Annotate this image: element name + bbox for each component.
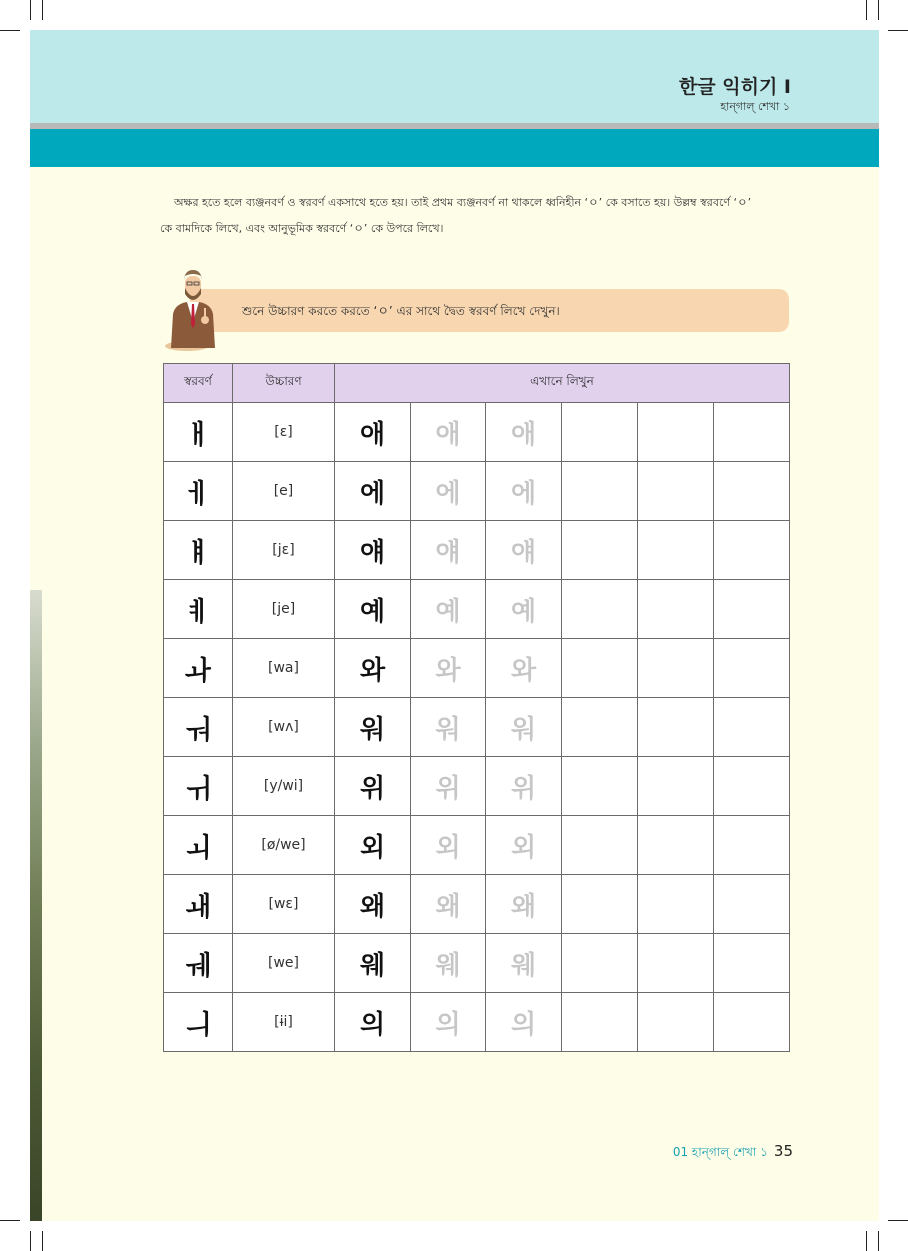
vowel-cell: ㅐ xyxy=(164,403,233,462)
vowel-cell: ㅒ xyxy=(164,521,233,580)
header-write-here: এখানে লিখুন xyxy=(335,364,790,403)
trace-syllable-cell: 와 xyxy=(411,639,486,698)
pronunciation-cell: [wʌ] xyxy=(233,698,335,757)
writing-cell[interactable] xyxy=(638,757,714,816)
header-vowel: স্বরবর্ণ xyxy=(164,364,233,403)
example-syllable-cell: 워 xyxy=(335,698,411,757)
trace-syllable-cell: 애 xyxy=(486,403,562,462)
example-syllable-cell: 웨 xyxy=(335,934,411,993)
trace-syllable-cell: 외 xyxy=(411,816,486,875)
vowel-cell: ㅘ xyxy=(164,639,233,698)
writing-cell[interactable] xyxy=(562,580,638,639)
trace-syllable-cell: 에 xyxy=(486,462,562,521)
table-row xyxy=(164,462,790,521)
writing-cell[interactable] xyxy=(638,875,714,934)
vowel-cell: ㅝ xyxy=(164,698,233,757)
footer-chapter: 01 হান্গাল্ শেখা ১ xyxy=(672,1145,768,1159)
table-row xyxy=(164,521,790,580)
page-title: 한글 익히기 I xyxy=(678,76,791,98)
table-row xyxy=(164,816,790,875)
trace-syllable-cell: 얘 xyxy=(411,521,486,580)
writing-cell[interactable] xyxy=(714,403,790,462)
writing-cell[interactable] xyxy=(562,816,638,875)
trace-syllable-cell: 왜 xyxy=(486,875,562,934)
crop-mark xyxy=(866,0,867,20)
writing-cell[interactable] xyxy=(714,698,790,757)
trace-syllable-cell: 예 xyxy=(486,580,562,639)
example-syllable-cell: 왜 xyxy=(335,875,411,934)
callout-text: শুনে উচ্চারণ করতে করতে ‘ㅇ’ এর সাথে দ্বৈত স্বরবর্ণ লিখে দেখুন। xyxy=(242,304,560,318)
writing-cell[interactable] xyxy=(638,934,714,993)
vowel-cell: ㅖ xyxy=(164,580,233,639)
trace-syllable-cell: 예 xyxy=(411,580,486,639)
pronunciation-cell: [ɨi] xyxy=(233,993,335,1052)
crop-mark xyxy=(30,1231,31,1251)
pronunciation-cell: [wɛ] xyxy=(233,875,335,934)
trace-syllable-cell: 얘 xyxy=(486,521,562,580)
writing-cell[interactable] xyxy=(638,698,714,757)
writing-cell[interactable] xyxy=(562,698,638,757)
vowel-cell: ㅢ xyxy=(164,993,233,1052)
table-row xyxy=(164,757,790,816)
trace-syllable-cell: 워 xyxy=(486,698,562,757)
table-row xyxy=(164,580,790,639)
table-row xyxy=(164,639,790,698)
page-number: 35 xyxy=(773,1142,793,1160)
table-row xyxy=(164,875,790,934)
crop-mark xyxy=(42,0,43,20)
vowel-cell: ㅞ xyxy=(164,934,233,993)
vowel-cell: ㅙ xyxy=(164,875,233,934)
trace-syllable-cell: 웨 xyxy=(411,934,486,993)
example-syllable-cell: 의 xyxy=(335,993,411,1052)
crop-mark xyxy=(888,30,908,31)
writing-cell[interactable] xyxy=(638,580,714,639)
vowel-cell: ㅔ xyxy=(164,462,233,521)
crop-mark xyxy=(878,0,879,20)
crop-mark xyxy=(30,0,31,20)
writing-cell[interactable] xyxy=(562,757,638,816)
writing-cell[interactable] xyxy=(714,521,790,580)
practice-table xyxy=(163,363,790,1052)
example-syllable-cell: 위 xyxy=(335,757,411,816)
page xyxy=(30,30,879,1221)
pronunciation-cell: [jɛ] xyxy=(233,521,335,580)
writing-cell[interactable] xyxy=(714,639,790,698)
writing-cell[interactable] xyxy=(714,934,790,993)
writing-cell[interactable] xyxy=(714,816,790,875)
example-syllable-cell: 외 xyxy=(335,816,411,875)
example-syllable-cell: 애 xyxy=(335,403,411,462)
example-syllable-cell: 예 xyxy=(335,580,411,639)
writing-cell[interactable] xyxy=(638,993,714,1052)
trace-syllable-cell: 웨 xyxy=(486,934,562,993)
table-row xyxy=(164,698,790,757)
pronunciation-cell: [ø/we] xyxy=(233,816,335,875)
header-teal-bar xyxy=(30,129,879,167)
trace-syllable-cell: 위 xyxy=(411,757,486,816)
trace-syllable-cell: 워 xyxy=(411,698,486,757)
intro-paragraph xyxy=(160,190,790,242)
trace-syllable-cell: 에 xyxy=(411,462,486,521)
writing-cell[interactable] xyxy=(562,403,638,462)
trace-syllable-cell: 의 xyxy=(486,993,562,1052)
trace-syllable-cell: 의 xyxy=(411,993,486,1052)
pronunciation-cell: [ɛ] xyxy=(233,403,335,462)
writing-cell[interactable] xyxy=(638,639,714,698)
writing-cell[interactable] xyxy=(714,757,790,816)
crop-mark xyxy=(888,1220,908,1221)
writing-cell[interactable] xyxy=(714,462,790,521)
example-syllable-cell: 와 xyxy=(335,639,411,698)
table-row xyxy=(164,993,790,1052)
trace-syllable-cell: 위 xyxy=(486,757,562,816)
teacher-illustration xyxy=(165,262,221,352)
table-header-row xyxy=(164,364,790,403)
trace-syllable-cell: 왜 xyxy=(411,875,486,934)
pronunciation-cell: [je] xyxy=(233,580,335,639)
writing-cell[interactable] xyxy=(562,639,638,698)
writing-cell[interactable] xyxy=(562,875,638,934)
pronunciation-cell: [y/wi] xyxy=(233,757,335,816)
writing-cell[interactable] xyxy=(638,403,714,462)
writing-cell[interactable] xyxy=(638,462,714,521)
header-pronunciation: উচ্চারণ xyxy=(233,364,335,403)
side-photo-strip xyxy=(30,590,42,1221)
intro-line-1: অক্ষর হতে হলে ব্যঞ্জনবর্ণ ও স্বরবর্ণ একসাথে হতে হয়। তাই প্রথম ব্যঞ্জনবর্ণ না থাকলে ধ্বনিহীন ‘ㅇ’ কে বসাতে হয়। উল্লম্ব স্বরবর্ণে ‘ㅇ’ xyxy=(174,196,752,209)
trace-syllable-cell: 와 xyxy=(486,639,562,698)
pronunciation-cell: [e] xyxy=(233,462,335,521)
trace-syllable-cell: 외 xyxy=(486,816,562,875)
writing-cell[interactable] xyxy=(714,580,790,639)
writing-cell[interactable] xyxy=(562,521,638,580)
pronunciation-cell: [we] xyxy=(233,934,335,993)
writing-cell[interactable] xyxy=(562,934,638,993)
crop-mark xyxy=(878,1231,879,1251)
vowel-cell: ㅟ xyxy=(164,757,233,816)
crop-mark xyxy=(0,30,20,31)
crop-mark xyxy=(42,1231,43,1251)
page-footer xyxy=(673,1142,793,1164)
pronunciation-cell: [wa] xyxy=(233,639,335,698)
intro-line-2: কে বামদিকে লিখে, এবং আনুভূমিক স্বরবর্ণে ‘ㅇ’ কে উপরে লিখে। xyxy=(160,222,444,235)
writing-cell[interactable] xyxy=(638,816,714,875)
writing-cell[interactable] xyxy=(638,521,714,580)
example-syllable-cell: 에 xyxy=(335,462,411,521)
table-row xyxy=(164,403,790,462)
crop-mark xyxy=(866,1231,867,1251)
page-subtitle: হান্গাল্ শেখা ১ xyxy=(720,100,790,113)
writing-cell[interactable] xyxy=(562,462,638,521)
writing-cell[interactable] xyxy=(562,993,638,1052)
example-syllable-cell: 얘 xyxy=(335,521,411,580)
trace-syllable-cell: 애 xyxy=(411,403,486,462)
vowel-cell: ㅚ xyxy=(164,816,233,875)
table-row xyxy=(164,934,790,993)
crop-mark xyxy=(0,1220,20,1221)
writing-cell[interactable] xyxy=(714,993,790,1052)
writing-cell[interactable] xyxy=(714,875,790,934)
